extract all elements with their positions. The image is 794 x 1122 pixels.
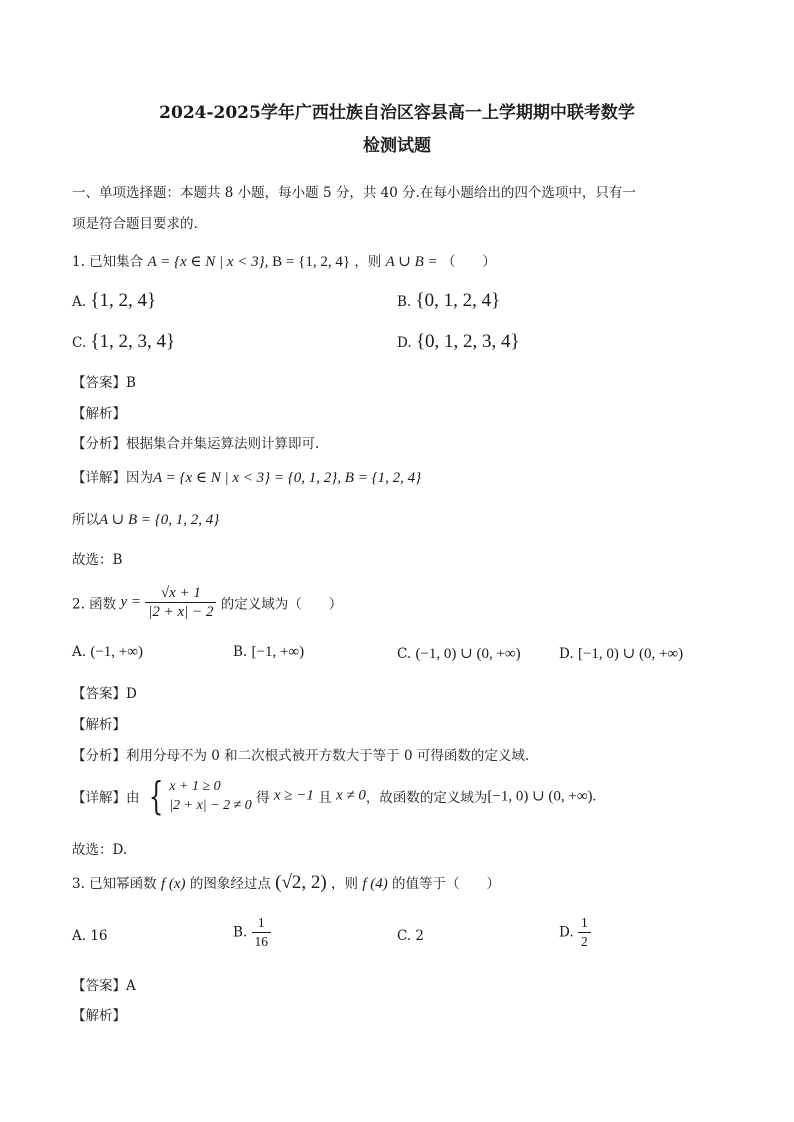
q2-y: y = <box>120 594 141 610</box>
q2-system-row-1: x + 1 ≥ 0 <box>169 779 221 794</box>
q2-system-row-2: |2 + x| − 2 ≠ 0 <box>169 798 252 813</box>
q3-option-a: A. 16 <box>72 928 108 944</box>
q1-option-c <box>72 331 175 353</box>
q2-detail-prefix: 【详解】由 <box>72 790 140 806</box>
q1-analysis: 【解析】 <box>72 406 126 422</box>
q3-option-d-den: 2 <box>580 934 588 949</box>
q2-fraction <box>145 584 216 621</box>
q1-choose: 故选：B <box>72 552 123 568</box>
q2-option-a <box>72 644 143 661</box>
q2-system-rows <box>169 777 252 815</box>
q1-mid: ，则 <box>354 254 382 270</box>
q3-option-d-num: 1 <box>578 914 591 933</box>
q1-conclusion <box>72 508 219 529</box>
q1-option-a-label: A. <box>72 294 87 310</box>
q3-suffix: 的值等于（ ） <box>392 876 501 892</box>
q2-prefix: 2. 函数 <box>72 596 117 613</box>
q2-choose: 故选：D. <box>72 842 128 858</box>
section-instructions-line2: 项是符合题目要求的. <box>72 216 198 232</box>
q1-prefix: 1. 已知集合 <box>72 254 144 270</box>
q2-option-d-label: D. <box>559 646 574 662</box>
q1-option-b-label: B. <box>397 294 412 310</box>
q1-paren: （ ） <box>441 254 496 270</box>
question-3-stem <box>72 872 500 894</box>
q2-analysis: 【解析】 <box>72 717 126 733</box>
q3-option-d <box>559 914 591 951</box>
q3-option-c: C. 2 <box>397 928 425 944</box>
q3-option-b-fraction <box>252 914 272 951</box>
q3-fx: f (x) <box>160 876 186 892</box>
q2-detail-tail: ，故函数的定义域为 <box>365 790 488 806</box>
q1-option-a-value: {1, 2, 4} <box>90 290 157 311</box>
q2-detail-and: 且 <box>318 790 332 806</box>
q2-option-b-value: [−1, +∞) <box>251 644 305 660</box>
q3-mid2: ，则 <box>331 876 359 892</box>
page-subtitle: 检测试题 <box>363 136 431 156</box>
q1-detail-math: A = {x ∈ N | x < 3} = {0, 1, 2}, B = {1, 2, 4} <box>153 470 422 486</box>
q2-option-c <box>397 644 521 663</box>
q3-prefix: 3. 已知幂函数 <box>72 876 157 892</box>
page-title: 2024-2025学年广西壮族自治区容县高一上学期期中联考数学 <box>159 103 635 123</box>
q1-set-a: A = {x ∈ N | x < 3} <box>147 254 265 270</box>
q1-detail <box>72 466 421 487</box>
q1-option-b <box>397 290 500 312</box>
q3-answer: 【答案】A <box>72 978 136 994</box>
q1-expr: A ∪ B = <box>385 254 438 270</box>
q2-answer: 【答案】D <box>72 686 137 702</box>
q2-system <box>144 774 252 818</box>
q2-system-brace: { <box>148 774 164 818</box>
q1-detail-prefix: 【详解】因为 <box>72 470 153 486</box>
question-2-stem <box>72 584 342 621</box>
q2-suffix: 的定义域为（ ） <box>220 596 343 613</box>
q2-numerator: √x + 1 <box>145 584 216 603</box>
q1-option-b-value: {0, 1, 2, 4} <box>415 290 501 311</box>
q3-f4: f (4) <box>362 876 388 892</box>
q2-detail-math1: x ≥ −1 <box>273 787 314 804</box>
question-1-stem <box>72 250 496 271</box>
q3-option-d-fraction <box>578 914 591 951</box>
q1-option-d-label: D. <box>397 335 412 351</box>
q2-option-d <box>559 644 683 663</box>
q1-answer: 【答案】B <box>72 375 136 391</box>
q2-detail-result: [−1, 0) ∪ (0, +∞). <box>487 788 597 805</box>
q2-option-c-value: (−1, 0) ∪ (0, +∞) <box>415 646 521 662</box>
q2-option-a-value: (−1, +∞) <box>90 644 143 660</box>
q3-point: (√2, 2) <box>275 872 327 893</box>
q1-so-prefix: 所以 <box>72 512 99 528</box>
q2-option-b <box>233 644 304 661</box>
q1-option-d-value: {0, 1, 2, 3, 4} <box>415 331 520 352</box>
q2-detail-math2: x ≠ 0 <box>335 787 366 804</box>
q2-option-a-label: A. <box>72 644 87 660</box>
q3-mid: 的图象经过点 <box>189 876 271 892</box>
q2-option-c-label: C. <box>397 646 412 662</box>
q1-so-math: A ∪ B = {0, 1, 2, 4} <box>99 512 220 528</box>
q2-detail <box>72 774 597 818</box>
q3-option-b-den: 16 <box>254 934 269 949</box>
q3-option-d-label: D. <box>559 924 574 941</box>
q2-denominator: |2 + x| − 2 <box>148 604 214 620</box>
q3-option-b <box>233 914 271 951</box>
q1-option-d <box>397 331 520 353</box>
q2-option-b-label: B. <box>233 644 248 660</box>
q1-option-c-label: C. <box>72 335 87 351</box>
q3-option-b-num: 1 <box>252 914 272 933</box>
q1-fenxi: 【分析】根据集合并集运算法则计算即可. <box>72 436 320 452</box>
q1-option-a <box>72 290 156 312</box>
q3-analysis: 【解析】 <box>72 1008 126 1024</box>
q1-option-c-value: {1, 2, 3, 4} <box>90 331 176 352</box>
q2-option-d-value: [−1, 0) ∪ (0, +∞) <box>577 646 684 662</box>
q2-detail-mid: 得 <box>256 790 270 806</box>
q3-option-b-label: B. <box>233 924 248 941</box>
q2-fenxi: 【分析】利用分母不为 0 和二次根式被开方数大于等于 0 可得函数的定义域. <box>72 748 530 764</box>
section-instructions-line1: 一、单项选择题：本题共 8 小题，每小题 5 分，共 40 分.在每小题给出的四个选项中，只有一 <box>72 185 636 201</box>
q1-set-b: , B = {1, 2, 4} <box>264 254 351 270</box>
